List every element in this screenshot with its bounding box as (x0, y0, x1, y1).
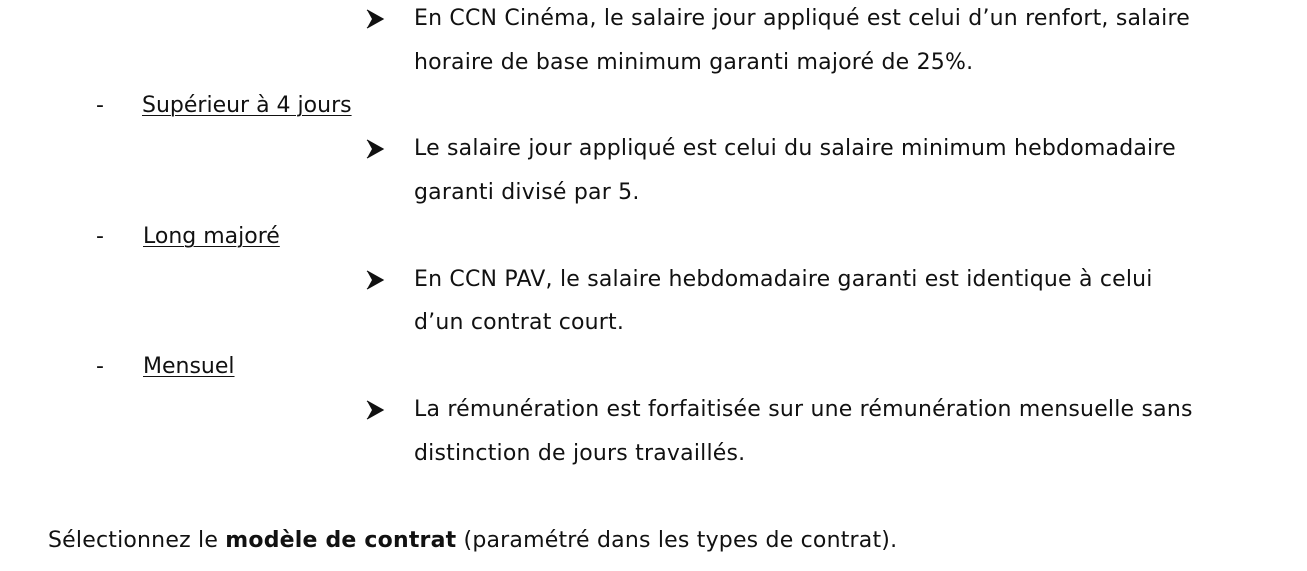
bullet-text-line: garanti divisé par 5. (414, 180, 640, 205)
arrowhead-bullet-icon (364, 399, 386, 421)
section-heading-mensuel: Mensuel (143, 354, 235, 379)
arrowhead-bullet-icon (364, 269, 386, 291)
list-dash: - (96, 354, 104, 379)
list-dash: - (96, 224, 104, 249)
list-dash: - (96, 93, 104, 118)
bullet-text-line: En CCN Cinéma, le salaire jour appliqué est celui d’un renfort, salaire (414, 6, 1190, 31)
bullet-text-line: horaire de base minimum garanti majoré de 25%. (414, 50, 974, 75)
section-heading-superieur-4-jours: Supérieur à 4 jours (142, 93, 352, 118)
final-instruction (48, 526, 897, 556)
final-instruction-prefix: Sélectionnez le (48, 528, 226, 553)
final-instruction-suffix: (paramétré dans les types de contrat). (456, 528, 898, 553)
arrowhead-bullet-icon (364, 138, 386, 160)
section-heading-long-majore: Long majoré (143, 224, 280, 249)
bullet-text-line: En CCN PAV, le salaire hebdomadaire garanti est identique à celui (414, 267, 1153, 292)
arrowhead-bullet-icon (364, 8, 386, 30)
bullet-text-line: d’un contrat court. (414, 310, 625, 335)
bullet-text-line: La rémunération est forfaitisée sur une rémunération mensuelle sans (414, 397, 1193, 422)
bullet-text-line: distinction de jours travaillés. (414, 441, 746, 466)
contract-model-term: modèle de contrat (225, 528, 457, 553)
bullet-text-line: Le salaire jour appliqué est celui du salaire minimum hebdomadaire (414, 136, 1176, 161)
